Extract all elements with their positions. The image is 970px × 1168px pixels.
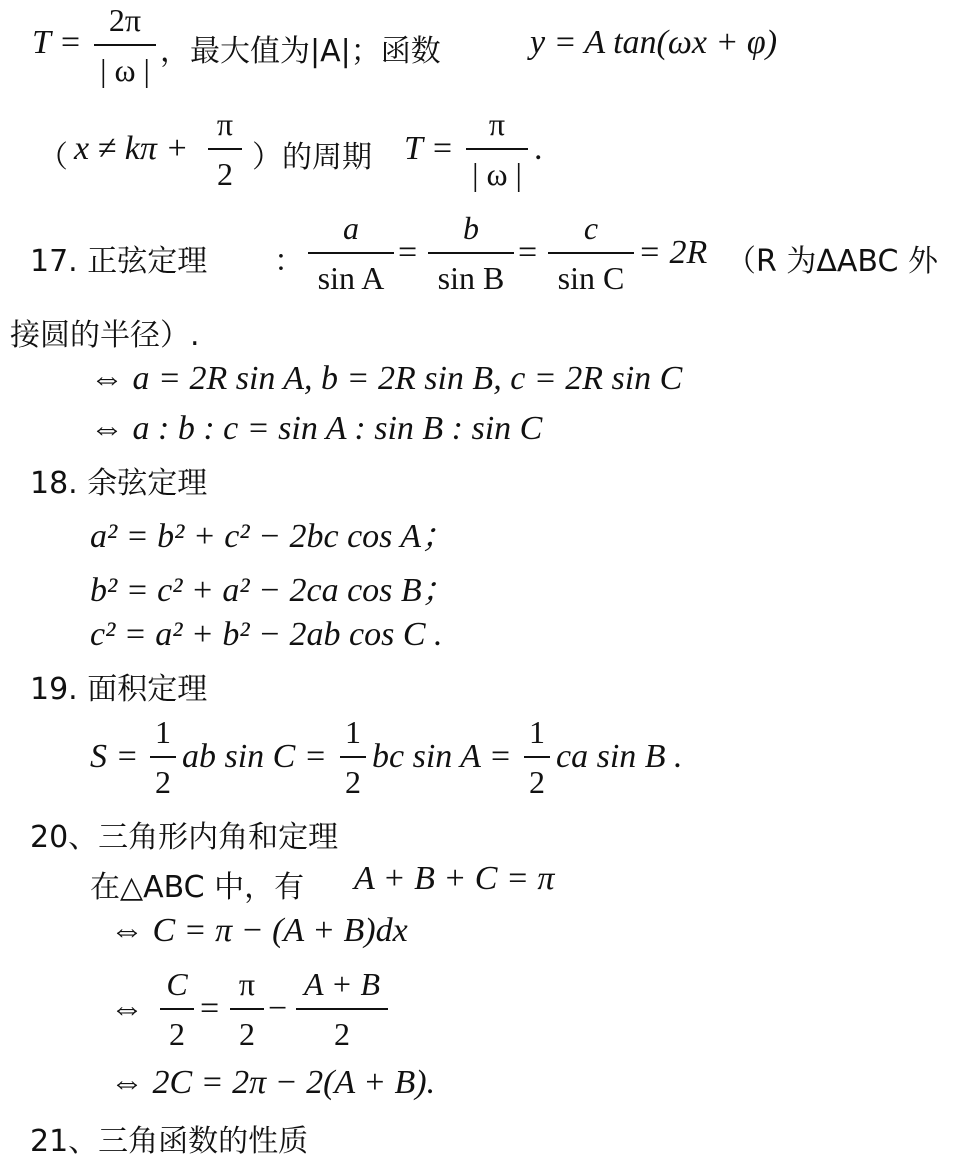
fraction-denominator: 2 bbox=[169, 1016, 185, 1052]
double-angle-formula: ⇔ 2C = 2π − 2(A + B). bbox=[110, 1064, 436, 1101]
area-S-label: S = bbox=[90, 738, 139, 775]
half-pi-fraction bbox=[230, 966, 264, 1052]
half-A-plus-B-fraction bbox=[296, 966, 388, 1052]
section-20-heading: 20、三角形内角和定理 bbox=[30, 820, 339, 855]
area-term-3: ca sin B . bbox=[556, 738, 683, 775]
equals-sign: = bbox=[398, 234, 418, 271]
equals-sign: = bbox=[518, 234, 538, 271]
tan-period-fraction bbox=[466, 106, 528, 192]
fraction-numerator: a bbox=[343, 210, 359, 246]
cosine-law-b: b² = c² + a² − 2ca cos B； bbox=[90, 572, 456, 609]
fraction-bar bbox=[230, 1008, 264, 1010]
fraction-denominator: sin C bbox=[557, 260, 625, 296]
fraction-bar bbox=[150, 756, 176, 758]
condition-open-paren: （ bbox=[38, 140, 68, 175]
fraction-numerator: π bbox=[216, 106, 234, 142]
fraction-numerator: C bbox=[166, 966, 188, 1002]
circumradius-note-cont: 接圆的半径）. bbox=[10, 318, 200, 353]
fraction-denominator: sin A bbox=[317, 260, 385, 296]
tan-function-formula: y = A tan(ωx + φ) bbox=[530, 24, 778, 61]
fraction-denominator: 2 bbox=[155, 764, 171, 800]
fraction-numerator: A + B bbox=[303, 966, 381, 1002]
fraction-denominator: 2 bbox=[345, 764, 361, 800]
fraction-bar bbox=[208, 148, 242, 150]
fraction-denominator: 2 bbox=[529, 764, 545, 800]
fraction-bar bbox=[160, 1008, 194, 1010]
fraction-numerator: 1 bbox=[529, 714, 545, 750]
section-17-heading: 17. 正弦定理 bbox=[30, 244, 208, 279]
fraction-numerator: π bbox=[238, 966, 256, 1002]
section-21-heading: 21、三角函数的性质 bbox=[30, 1124, 309, 1159]
half-fraction bbox=[340, 714, 366, 800]
period-text: ）的周期 bbox=[252, 140, 372, 175]
fraction-denominator: 2 bbox=[217, 156, 233, 192]
fraction-numerator: π bbox=[488, 106, 506, 142]
fraction-denominator: | ω | bbox=[472, 156, 522, 192]
fraction-bar bbox=[94, 44, 156, 46]
fraction-denominator: sin B bbox=[437, 260, 505, 296]
period-T-label: T = bbox=[32, 24, 82, 61]
half-C-fraction bbox=[160, 966, 194, 1052]
fraction-bar bbox=[340, 756, 366, 758]
fraction-bar bbox=[524, 756, 550, 758]
sine-law-ratio: ⇔ a : b : c = sin A : sin B : sin C bbox=[90, 410, 543, 447]
sine-law-expanded: ⇔ a = 2R sin A, b = 2R sin B, c = 2R sin C bbox=[90, 360, 683, 397]
angle-C-formula: ⇔ C = π − (A + B)dx bbox=[110, 912, 408, 949]
sine-ratio-a bbox=[308, 210, 394, 296]
sine-ratio-b bbox=[428, 210, 514, 296]
angle-sum-intro: 在△ABC 中，有 bbox=[90, 870, 305, 905]
cosine-law-c: c² = a² + b² − 2ab cos C . bbox=[90, 616, 443, 653]
section-19-heading: 19. 面积定理 bbox=[30, 672, 208, 707]
max-value-text: ，最大值为|A|；函数 bbox=[160, 34, 441, 69]
fraction-bar bbox=[548, 252, 634, 254]
half-fraction bbox=[524, 714, 550, 800]
fraction-numerator: 1 bbox=[155, 714, 171, 750]
fraction-numerator: 1 bbox=[345, 714, 361, 750]
colon: ： bbox=[274, 244, 304, 279]
minus-sign: − bbox=[268, 990, 288, 1027]
fraction-numerator: b bbox=[463, 210, 479, 246]
fraction-numerator: c bbox=[583, 210, 599, 246]
period-fraction bbox=[94, 2, 156, 88]
fraction-bar bbox=[296, 1008, 388, 1010]
fraction-bar bbox=[466, 148, 528, 150]
fraction-denominator: | ω | bbox=[100, 52, 150, 88]
fraction-denominator: 2 bbox=[334, 1016, 350, 1052]
section-18-heading: 18. 余弦定理 bbox=[30, 466, 208, 501]
sine-ratio-c bbox=[548, 210, 634, 296]
area-term-2: bc sin A = bbox=[372, 738, 512, 775]
equivalence-arrow: ⇔ bbox=[110, 990, 144, 1027]
period-end-dot: . bbox=[534, 130, 543, 167]
condition-fraction bbox=[208, 106, 242, 192]
cosine-law-a: a² = b² + c² − 2bc cos A； bbox=[90, 518, 456, 555]
period-T-label: T = bbox=[404, 130, 454, 167]
fraction-numerator: 2π bbox=[108, 2, 142, 38]
domain-condition: x ≠ kπ + bbox=[74, 130, 189, 167]
fraction-bar bbox=[428, 252, 514, 254]
circumradius-note: （R 为ΔABC 外 bbox=[726, 244, 938, 279]
equals-sign: = bbox=[200, 990, 220, 1027]
half-fraction bbox=[150, 714, 176, 800]
area-term-1: ab sin C = bbox=[182, 738, 327, 775]
fraction-denominator: 2 bbox=[239, 1016, 255, 1052]
two-R: = 2R bbox=[638, 234, 708, 271]
fraction-bar bbox=[308, 252, 394, 254]
angle-sum-formula: A + B + C = π bbox=[354, 860, 555, 897]
